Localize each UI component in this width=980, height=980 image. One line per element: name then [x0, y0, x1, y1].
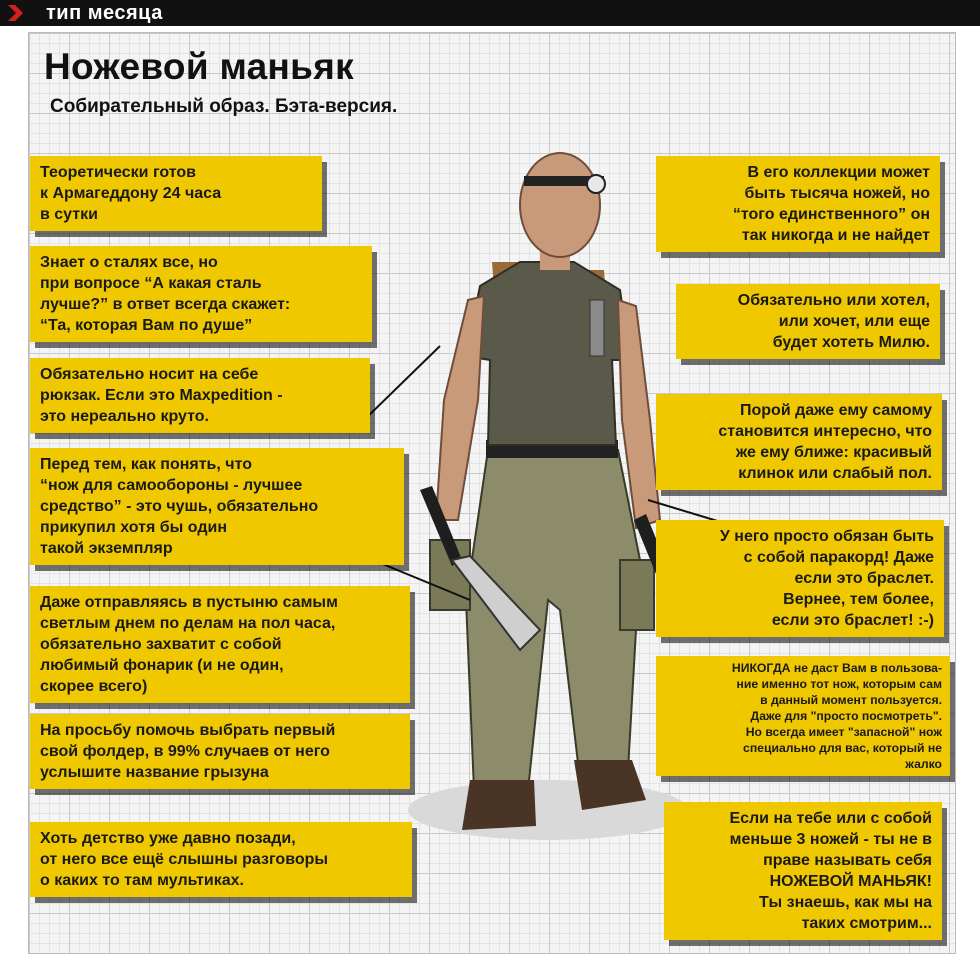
note-backpack: Обязательно носит на себе рюкзак. Если это Maxpedition - это нереально круто.: [30, 358, 370, 433]
note-paracord: У него просто обязан быть с собой паракорд! Даже если это браслет. Вернее, тем более, если это браслет! :-): [656, 520, 944, 637]
ground-shadow: [408, 780, 688, 840]
boot-left: [462, 780, 536, 830]
note-never-lend: НИКОГДА не даст Вам в пользова- ние именно тот нож, которым сам в данный момент пользуется. Даже для "просто посмотреть". Но всегда имеет "запасной" нож специально для вас, который не жалко: [656, 656, 950, 776]
note-self-defense: Перед тем, как понять, что “нож для самообороны - лучшее средство” - это чушь, обязательно прикупил хотя бы один такой экземпляр: [30, 448, 404, 565]
note-steel: Знает о сталях все, но при вопросе “А какая сталь лучше?” в ответ всегда скажет: “Та, которая Вам по душе”: [30, 246, 372, 342]
page-subtitle: Собирательный образ. Бэта-версия.: [50, 96, 398, 117]
note-folder: На просьбу помочь выбрать первый свой фолдер, в 99% случаев от него услышите название грызуна: [30, 714, 410, 789]
note-armageddon: Теоретически готов к Армагеддону 24 часа в сутки: [30, 156, 322, 231]
note-mila: Обязательно или хотел, или хочет, или еще будет хотеть Милю.: [676, 284, 940, 359]
rubric-label: тип месяца: [46, 2, 163, 24]
head: [520, 153, 600, 257]
headlamp-icon: [587, 175, 605, 193]
note-three-knives: Если на тебе или с собой меньше 3 ножей - ты не в праве называть себя НОЖЕВОЙ МАНЬЯК! Ты знаешь, как мы на таких смотрим...: [664, 802, 942, 940]
arm-left: [436, 296, 484, 520]
pointer-backpack: [362, 346, 440, 422]
note-collection: В его коллекции может быть тысяча ножей, но “того единственного” он так никогда и не найдет: [656, 156, 940, 252]
note-flashlight: Даже отправляясь в пустыню самым светлым днем по делам на пол часа, обязательно захватит с собой любимый фонарик (и не один, скорее всего): [30, 586, 410, 703]
shirt: [466, 262, 630, 445]
cargo-pocket-right: [620, 560, 654, 630]
note-cartoons: Хоть детство уже давно позади, от него все ещё слышны разговоры о каких то там мультиках.: [30, 822, 412, 897]
neck-knife-sheath: [590, 300, 604, 356]
note-blade-or-gender: Порой даже ему самому становится интересно, что же ему ближе: красивый клинок или слабый пол.: [656, 394, 942, 490]
page-title: Ножевой маньяк: [44, 46, 354, 87]
pants: [466, 450, 640, 790]
